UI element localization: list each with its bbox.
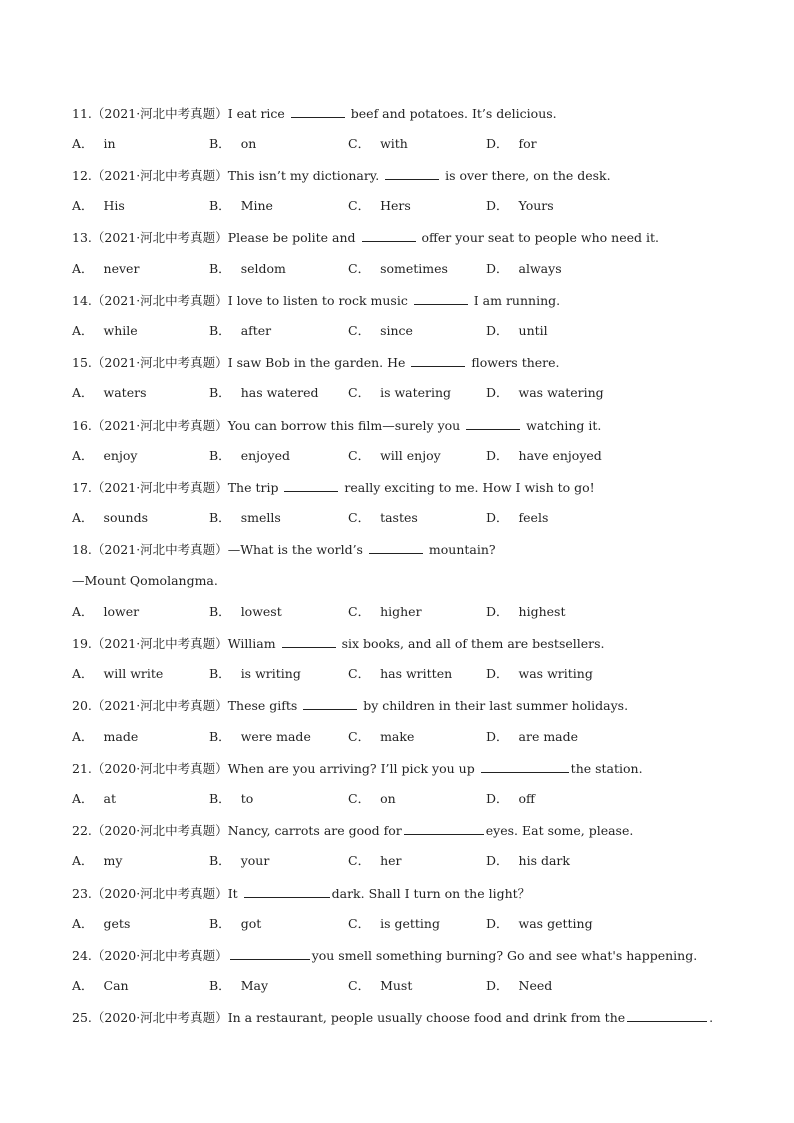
option-c: C． Hers	[348, 198, 411, 213]
option-b: B． has watered	[209, 385, 319, 400]
question-number: 11.	[72, 106, 92, 121]
question-text-after: mountain?	[424, 542, 496, 557]
option-d: D． are made	[486, 729, 579, 744]
option-c: C． will enjoy	[348, 448, 441, 463]
option-d: D． highest	[486, 604, 566, 619]
question-text-before: I saw Bob in the garden. He	[227, 355, 410, 370]
question-text-after: you smell something burning? Go and see what's happening.	[311, 948, 698, 963]
option-a: A． waters	[72, 385, 147, 400]
question-source: （2020·河北中考真题）	[91, 886, 228, 901]
question-text-before: I love to listen to rock music	[227, 293, 412, 308]
option-a: A． will write	[72, 666, 164, 681]
question-text-before: Please be polite and	[227, 230, 360, 245]
question-source: （2021·河北中考真题）	[91, 168, 228, 183]
question-20	[72, 697, 628, 714]
question-13	[72, 229, 659, 246]
question-number: 17.	[72, 480, 92, 495]
question-24	[72, 947, 697, 964]
question-source: （2021·河北中考真题）	[91, 542, 228, 557]
question-22	[72, 822, 633, 839]
question-text-after: flowers there.	[467, 355, 560, 370]
option-d: D． feels	[486, 510, 549, 525]
option-c: C． has written	[348, 666, 453, 681]
question-text-after: I am running.	[469, 293, 561, 308]
option-d: D． until	[486, 323, 548, 338]
answer-blank	[627, 1009, 707, 1022]
option-c: C． on	[348, 791, 396, 806]
option-d: D． was getting	[486, 916, 593, 931]
question-text-before: This isn’t my dictionary.	[227, 168, 384, 183]
option-b: B． seldom	[209, 261, 286, 276]
option-c: C． since	[348, 323, 413, 338]
question-number: 20.	[72, 698, 92, 713]
question-23	[72, 885, 530, 902]
question-source: （2021·河北中考真题）	[91, 698, 228, 713]
question-number: 13.	[72, 230, 92, 245]
question-number: 23.	[72, 886, 92, 901]
question-text-before: When are you arriving? I’ll pick you up	[227, 761, 479, 776]
question-12	[72, 167, 611, 184]
question-text-after: is over there, on the desk.	[441, 168, 611, 183]
answer-blank	[369, 541, 423, 554]
option-c: C． Must	[348, 978, 413, 993]
answer-blank	[303, 697, 357, 710]
option-c: C． is watering	[348, 385, 452, 400]
answer-blank	[481, 760, 569, 773]
option-b: B． on	[209, 136, 257, 151]
question-source: （2021·河北中考真题）	[91, 355, 228, 370]
answer-blank	[414, 292, 468, 305]
question-text-after: the station.	[570, 761, 643, 776]
answer-blank	[244, 885, 330, 898]
option-b: B． to	[209, 791, 254, 806]
question-16	[72, 417, 601, 434]
option-c: C． her	[348, 853, 402, 868]
question-text-after: beef and potatoes. It’s delicious.	[346, 106, 557, 121]
question-text-after: six books, and all of them are bestsellers.	[337, 636, 605, 651]
option-b: B． got	[209, 916, 262, 931]
question-number: 14.	[72, 293, 92, 308]
question-source: （2020·河北中考真题）	[91, 761, 228, 776]
question-number: 22.	[72, 823, 92, 838]
option-c: C． is getting	[348, 916, 440, 931]
question-text-before: You can borrow this film—surely you	[227, 418, 465, 433]
option-d: D． Yours	[486, 198, 554, 213]
question-14	[72, 292, 560, 309]
option-c: C． with	[348, 136, 408, 151]
answer-blank	[385, 167, 439, 180]
option-b: B． enjoyed	[209, 448, 290, 463]
option-a: A． in	[72, 136, 116, 151]
question-18	[72, 541, 496, 558]
option-d: D． always	[486, 261, 562, 276]
option-a: A． at	[72, 791, 117, 806]
option-d: D． Need	[486, 978, 553, 993]
answer-blank	[230, 947, 310, 960]
option-a: A． sounds	[72, 510, 148, 525]
question-number: 12.	[72, 168, 92, 183]
question-number: 16.	[72, 418, 92, 433]
option-b: B． were made	[209, 729, 311, 744]
question-source: （2021·河北中考真题）	[91, 636, 228, 651]
question-number: 19.	[72, 636, 92, 651]
option-d: D． his dark	[486, 853, 570, 868]
option-a: A． made	[72, 729, 139, 744]
question-number: 24.	[72, 948, 92, 963]
option-a: A． never	[72, 261, 140, 276]
option-a: A． gets	[72, 916, 131, 931]
question-number: 25.	[72, 1010, 92, 1025]
option-b: B． Mine	[209, 198, 273, 213]
question-source: （2020·河北中考真题）	[91, 823, 228, 838]
question-17	[72, 479, 595, 496]
question-19	[72, 635, 605, 652]
question-text-after: offer your seat to people who need it.	[417, 230, 659, 245]
question-text-before: Nancy, carrots are good for	[227, 823, 402, 838]
question-text-before: William	[227, 636, 280, 651]
option-d: D． was writing	[486, 666, 593, 681]
option-d: D． for	[486, 136, 537, 151]
option-c: C． higher	[348, 604, 422, 619]
question-number: 18.	[72, 542, 92, 557]
answer-blank	[282, 635, 336, 648]
dialogue-reply: —Mount Qomolangma.	[72, 573, 218, 588]
question-number: 15.	[72, 355, 92, 370]
option-a: A． my	[72, 853, 123, 868]
question-text-before: I eat rice	[227, 106, 289, 121]
option-d: D． have enjoyed	[486, 448, 602, 463]
question-text-before: It	[227, 886, 242, 901]
question-source: （2021·河北中考真题）	[91, 418, 228, 433]
option-a: A． while	[72, 323, 138, 338]
option-a: A． lower	[72, 604, 140, 619]
option-b: B． is writing	[209, 666, 301, 681]
option-b: B． lowest	[209, 604, 282, 619]
option-b: B． after	[209, 323, 272, 338]
question-source: （2020·河北中考真题）	[91, 948, 228, 963]
option-b: B． May	[209, 978, 269, 993]
option-a: A． Can	[72, 978, 129, 993]
question-text-before: In a restaurant, people usually choose food and drink from the	[227, 1010, 626, 1025]
question-text-before: The trip	[227, 480, 283, 495]
option-c: C． tastes	[348, 510, 418, 525]
option-a: A． enjoy	[72, 448, 138, 463]
question-number: 21.	[72, 761, 92, 776]
answer-blank	[411, 354, 465, 367]
question-source: （2021·河北中考真题）	[91, 480, 228, 495]
answer-blank	[284, 479, 338, 492]
question-text-after: eyes. Eat some, please.	[485, 823, 634, 838]
question-text-before: —What is the world’s	[227, 542, 367, 557]
answer-blank	[362, 229, 416, 242]
option-d: D． off	[486, 791, 535, 806]
answer-blank	[291, 105, 345, 118]
question-text-after: watching it.	[522, 418, 602, 433]
question-source: （2020·河北中考真题）	[91, 1010, 228, 1025]
question-11	[72, 105, 557, 122]
option-c: C． make	[348, 729, 415, 744]
question-source: （2021·河北中考真题）	[91, 230, 228, 245]
option-b: B． your	[209, 853, 270, 868]
answer-blank	[404, 822, 484, 835]
answer-blank	[466, 417, 520, 430]
question-text-after: by children in their last summer holidays.	[359, 698, 629, 713]
question-text-before: These gifts	[227, 698, 302, 713]
question-text-after: really exciting to me. How I wish to go!	[340, 480, 595, 495]
option-b: B． smells	[209, 510, 281, 525]
option-a: A． His	[72, 198, 125, 213]
question-text-after: .	[709, 1010, 714, 1025]
option-c: C． sometimes	[348, 261, 448, 276]
question-source: （2021·河北中考真题）	[91, 293, 228, 308]
question-21	[72, 760, 643, 777]
question-text-after: dark. Shall I turn on the light？	[331, 886, 531, 901]
question-15	[72, 354, 560, 371]
question-25	[72, 1009, 713, 1026]
option-d: D． was watering	[486, 385, 604, 400]
question-source: （2021·河北中考真题）	[91, 106, 228, 121]
